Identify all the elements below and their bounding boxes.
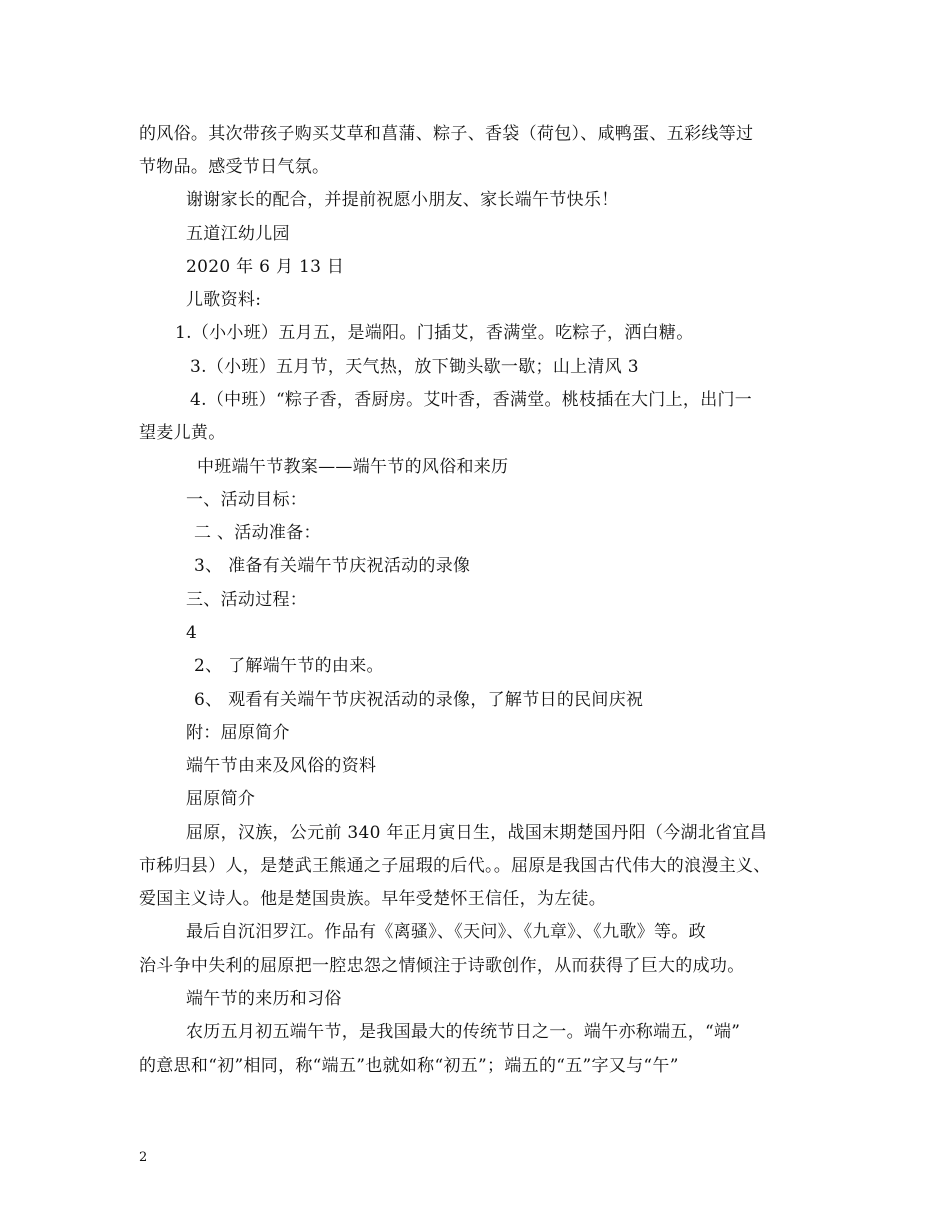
section-title: 中班端午节教案——端午节的风俗和来历 (197, 457, 509, 477)
paragraph-line: 的风俗。其次带孩子购买艾草和菖蒲、粽子、香袋（荷包）、咸鸭蛋、五彩线等过 (139, 124, 754, 144)
paragraph-line: 屈原简介 (186, 789, 256, 809)
paragraph-line: 4 (186, 623, 198, 643)
heading-line: 一、活动目标： (186, 490, 308, 510)
paragraph-line: 端午节的来历和习俗 (186, 989, 342, 1009)
heading-line: 三、活动过程： (186, 590, 308, 610)
list-item: 6、 观看有关端午节庆祝活动的录像，了解节日的民间庆祝 (194, 690, 644, 710)
paragraph-line: 治斗争中失利的屈原把一腔忠怨之情倾注于诗歌创作，从而获得了巨大的成功。 (139, 956, 745, 976)
paragraph-line: 五道江幼儿园 (186, 224, 290, 244)
paragraph-line: 端午节由来及风俗的资料 (186, 756, 377, 776)
page-number: 2 (139, 1150, 148, 1165)
heading-line: 二 、活动准备： (194, 523, 321, 543)
list-item: 4.（中班）“粽子香，香厨房。艾叶香，香满堂。桃枝插在大门上，出门一 (190, 390, 753, 410)
paragraph-line: 市秭归县）人，是楚武王熊通之子屈瑕的后代。。屈原是我国古代伟大的浪漫主义、 (139, 856, 771, 876)
list-item: 3.（小班）五月节，天气热，放下锄头歇一歇；山上清风 3 (190, 357, 639, 377)
paragraph-line: 屈原，汉族，公元前 340 年正月寅日生，战国末期楚国丹阳（今湖北省宜昌 (186, 823, 768, 843)
paragraph-line: 望麦儿黄。 (139, 423, 226, 443)
paragraph-line: 谢谢家长的配合，并提前祝愿小朋友、家长端午节快乐！ (186, 190, 619, 210)
paragraph-line: 农历五月初五端午节，是我国最大的传统节日之一。端午亦称端五，“端” (186, 1022, 741, 1042)
list-item: 3、 准备有关端午节庆祝活动的录像 (194, 556, 471, 576)
paragraph-line: 爱国主义诗人。他是楚国贵族。早年受楚怀王信任，为左徒。 (139, 889, 607, 909)
date-line: 2020 年 6 月 13 日 (186, 257, 345, 277)
list-item: 2、 了解端午节的由来。 (194, 656, 384, 676)
paragraph-line: 儿歌资料: (186, 290, 262, 310)
paragraph-line: 最后自沉汨罗江。作品有《离骚》、《天问》、《九章》、《九歌》等。政 (186, 922, 706, 942)
paragraph-line: 节物品。感受节日气氛。 (139, 157, 330, 177)
paragraph-line: 的意思和“初”相同，称“端五”也就如称“初五”；端五的“五”字又与“午” (139, 1056, 679, 1076)
list-item: 1.（小小班）五月五，是端阳。门插艾，香满堂。吃粽子，洒白糖。 (175, 323, 694, 343)
paragraph-line: 附：屈原简介 (186, 723, 290, 743)
